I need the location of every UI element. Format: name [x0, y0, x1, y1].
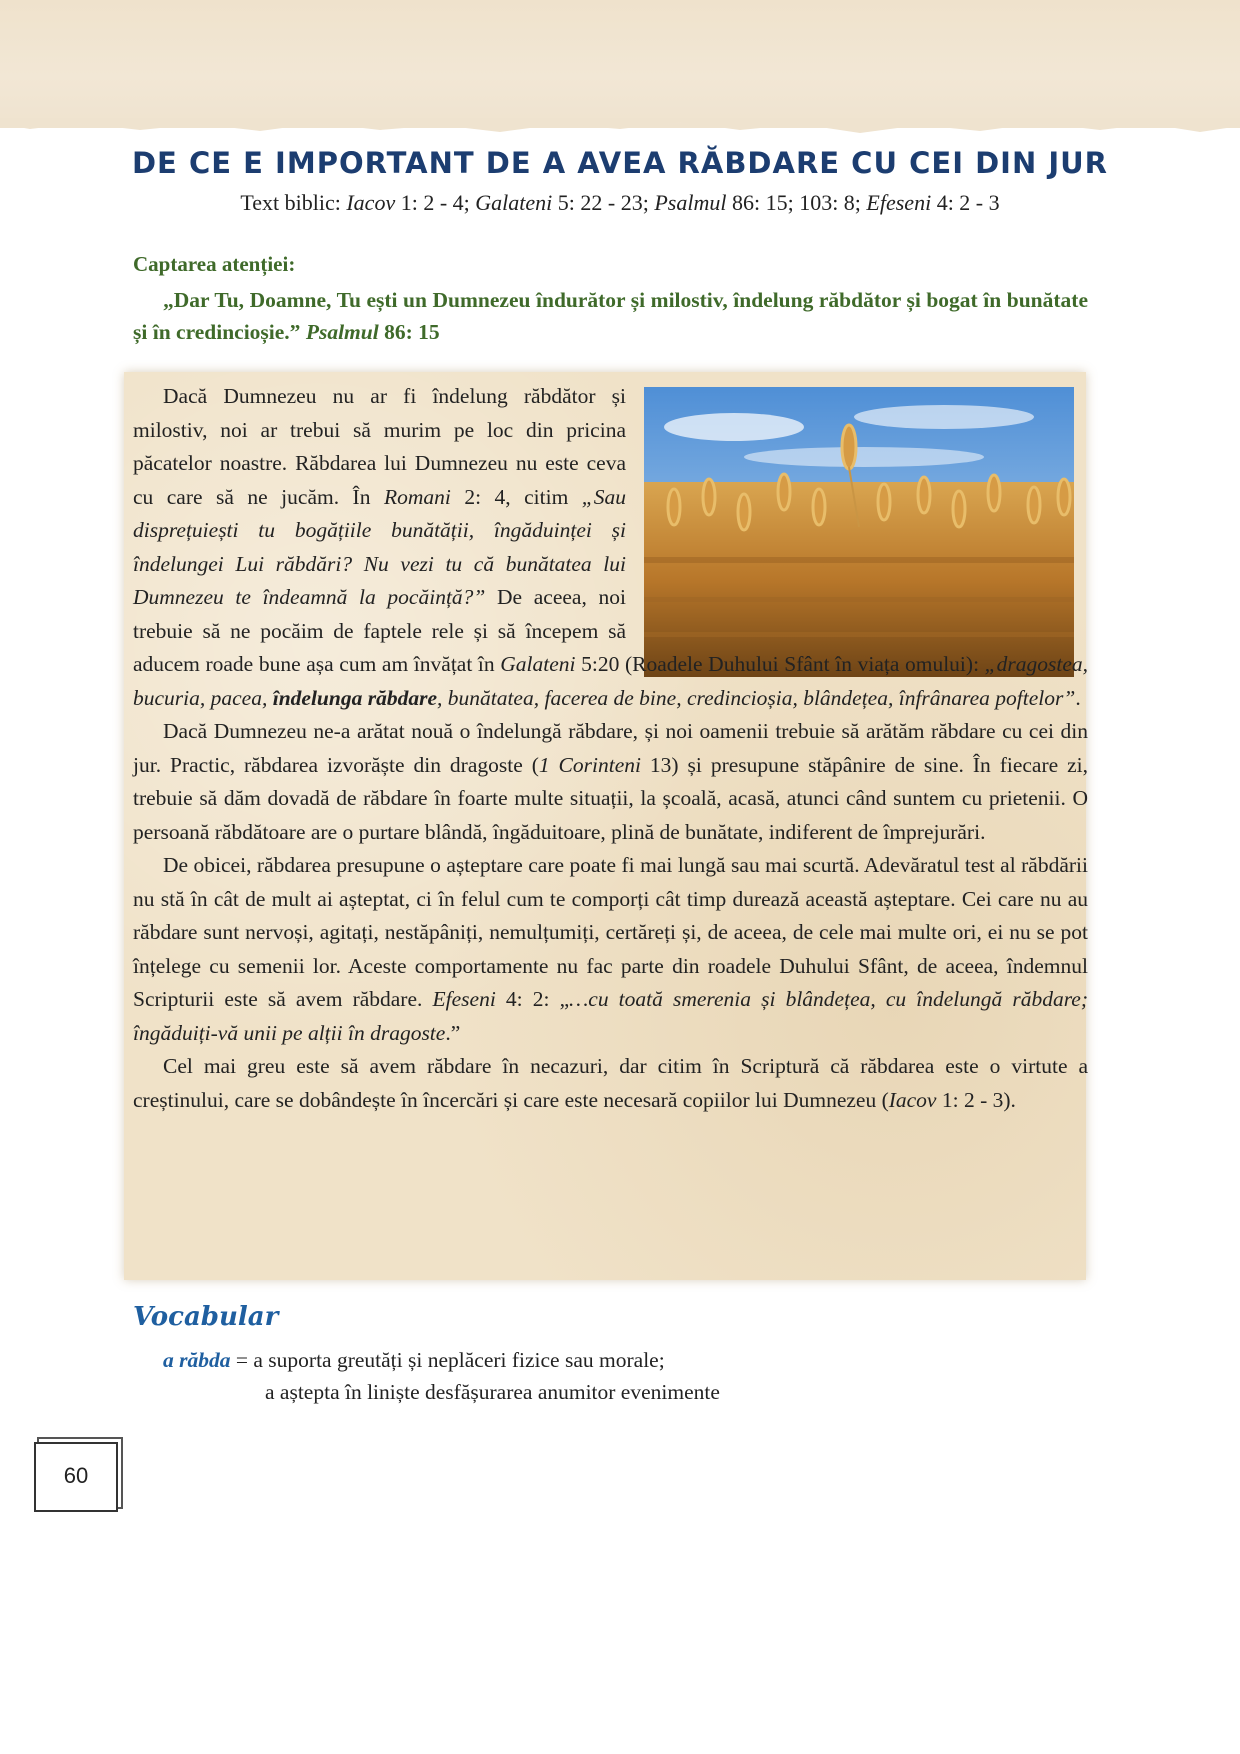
ref-book: Iacov — [346, 190, 396, 215]
p1-end: . — [1075, 685, 1081, 710]
ref-galateni: Galateni — [500, 652, 576, 676]
vocabulary-entry — [163, 1348, 665, 1373]
main-text — [133, 380, 1088, 1117]
p1-text: De aceea, noi trebuie să ne pocăim de faptele rele și să începem să aducem roade bune așa cum am învățat în — [133, 585, 626, 676]
p4-text: 1: 2 - 3). — [936, 1087, 1016, 1112]
ref-verses: 1: 2 - 4; — [395, 190, 476, 215]
ref-corinteni: 1 Corinteni — [538, 752, 641, 777]
ref-book: Psalmul — [654, 190, 727, 215]
paragraph-3 — [133, 849, 1088, 1050]
top-paper-band — [0, 0, 1240, 128]
romani-quote: „Sau disprețuiești tu bogățiile bunătății, îngăduinței și îndelungei Lui răbdări? Nu vezi tu că bunătatea lui Dumnezeu te îndeamnă la pocăință?” — [133, 484, 626, 609]
attention-quote — [133, 284, 1088, 348]
attention-source-ref: 86: 15 — [378, 320, 440, 344]
paragraph-1 — [133, 380, 1088, 715]
p3-text: 4: 2: „ — [495, 987, 570, 1011]
photo-wrap-spacer — [638, 380, 1088, 643]
vocabulary-definition-1: = a suporta greutăți și neplăceri fizice sau morale; — [230, 1348, 665, 1372]
bible-references — [60, 190, 1180, 216]
p4-text: Cel mai greu este să avem răbdare în necazuri, dar citim în Scriptură că răbdarea este o virtute a creștinului, care se dobândește în încercări și care este necesară copiilor lui Dumnezeu ( — [133, 1054, 1088, 1112]
paragraph-4 — [133, 1050, 1088, 1117]
p3-text: De obicei, răbdarea presupune o așteptare care poate fi mai lungă sau mai scurtă. Adevăratul test al răbdării nu stă în cât de mult ai așteptat, ci în felul cum te comporți cât timp durează această așteptare. Cei care nu au răbdare sunt nervoși, agitați, nestăpâniți, nemulțumiți, certăreți și, de aceea, de cele mai multe ori, ei nu se pot înțelege cu semenii lor. Aceste comportamente nu fac parte din roadele Duhului Sfânt, de aceea, îndemnul Scripturii este să avem răbdare. — [133, 853, 1088, 1011]
attention-label: Captarea atenției: — [133, 252, 296, 276]
p1-text: Dacă Dumnezeu nu ar fi îndelung răbdător și milostiv, noi ar trebui să murim pe loc din pricina păcatelor noastre. Răbdarea lui Dumnezeu nu este ceva cu care să ne jucăm. În — [133, 384, 626, 509]
fruits-text: „dragostea, bucuria, pacea, — [133, 652, 1088, 710]
page-title: DE CE E IMPORTANT DE A AVEA RĂBDARE CU CEI DIN JUR — [131, 146, 1108, 180]
page-number: 60 — [63, 1463, 89, 1488]
p2-text: 13) și presupune stăpânire de sine. În fiecare zi, trebuie să dăm dovadă de răbdare în foarte multe situații, la școală, acasă, atunci când suntem cu prietenii. O persoană răbdătoare are o purtare blândă, îngăduitoare, plină de bunătate, indiferent de împrejurări. — [133, 752, 1089, 844]
ref-verses: 5: 22 - 23; — [552, 190, 655, 215]
ref-romani: Romani — [383, 484, 451, 509]
ref-verses: 4: 2 - 3 — [931, 190, 1000, 215]
ref-verses: 86: 15; 103: 8; — [726, 190, 867, 215]
ref-book: Galateni — [475, 190, 553, 215]
ref-book: Efeseni — [866, 190, 932, 215]
vocabulary-definition-2: a aștepta în liniște desfășurarea anumitor evenimente — [265, 1380, 720, 1404]
p2-text: Dacă Dumnezeu ne-a arătat nouă o îndelungă răbdare, și noi oamenii trebuie să arătăm răbdare cu cei din jur. Practic, răbdarea izvorăște din dragoste ( — [133, 719, 1088, 777]
ref-efeseni: Efeseni — [432, 987, 496, 1011]
page-number-box — [34, 1442, 118, 1512]
refs-prefix: Text biblic: — [240, 190, 347, 215]
fruits-text: , bunătatea, facerea de bine, credincioșia, blândețea, înfrânarea poftelor” — [436, 685, 1076, 710]
attention-quote-text: „Dar Tu, Doamne, Tu ești un Dumnezeu îndurător și milostiv, îndelung răbdător și bogat în bunătate și în credincioșie.” — [133, 288, 1088, 344]
vocabulary-title: Vocabular — [133, 1302, 279, 1332]
attention-source-book: Psalmul — [305, 320, 379, 344]
vocabulary-term: a răbda — [163, 1348, 231, 1372]
p1-text: 5:20 (Roadele Duhului Sfânt în viața omului): — [575, 652, 985, 676]
p1-text: 2: 4, citim — [450, 484, 582, 509]
torn-edge — [0, 118, 1240, 138]
ref-iacov: Iacov — [888, 1087, 937, 1112]
fruits-bold: îndelunga răbdare — [272, 685, 437, 710]
efeseni-quote: …cu toată smerenia și blândețea, cu îndelungă răbdare; îngăduiți-vă unii pe alții în dragoste — [133, 987, 1089, 1045]
paragraph-2 — [133, 715, 1088, 849]
p3-text: .” — [445, 1020, 461, 1045]
